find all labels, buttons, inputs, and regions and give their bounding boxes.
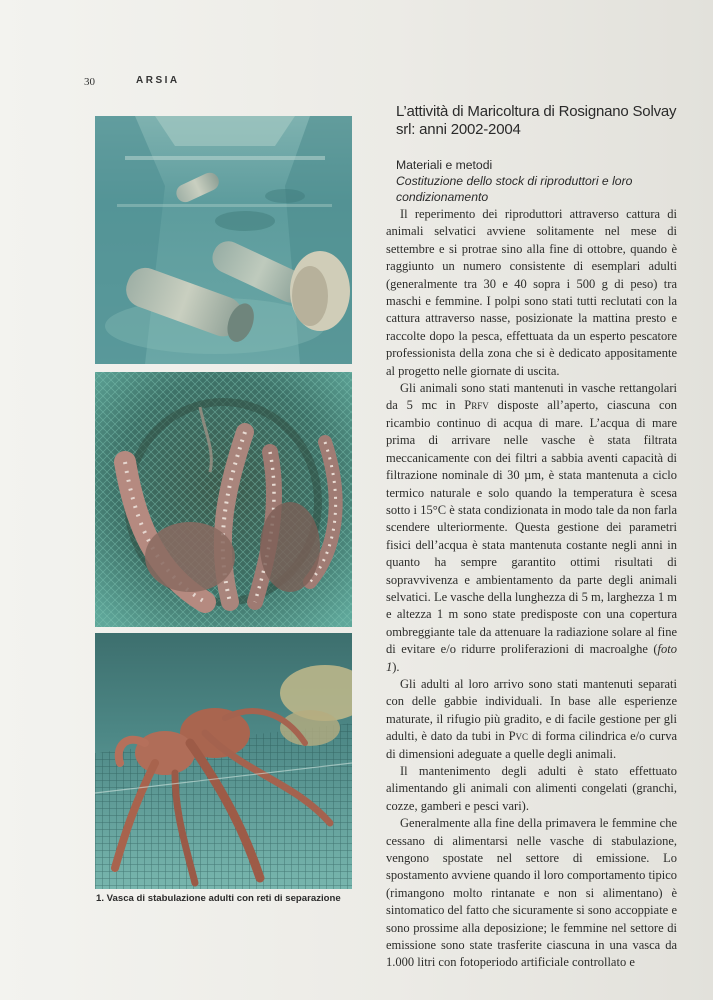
paragraph-2: Gli animali sono stati mantenuti in vasche rettangolari da 5 mc in Prfv disposte all’aperto, ciascuna con ricambio continuo di acqua di mare. L’acqua di mare prima di arrivare nelle vasche è stata filtrata meccanicamente con dei filtri a sabbia aventi capacità di filtrazione nominale di 30 µm, è stata mantenuta a ciclo termico naturale e solo quando la temperatura è scesa sotto i 15°C è stata condizionata in modo tale da non farla scendere ulteriormente. Questa gestione dei parametri fisici dell’acqua è stata mantenuta costante negli anni in quanto ha sempre garantito ottimi risultati di sopravvivenza e ambientamento da parte degli animali selvatici. Le vasche della lunghezza di 5 m, larghezza 1 m e altezza 1 m sono state predisposte con una copertura ombreggiante tale da attenuare la radiazione solare al fine di evitare e/o ridurre proliferazioni di macroalghe (foto 1).	[386, 381, 677, 674]
paragraph-4: Il mantenimento degli adulti è stato effettuato alimentando gli animali con alimenti congelati (granchi, cozze, gamberi e pesci vari).	[386, 764, 677, 813]
running-head: ARSIA	[136, 75, 180, 86]
photo-tank-with-pipes	[95, 116, 352, 364]
photo-octopus-on-net	[95, 633, 352, 889]
article	[372, 103, 677, 972]
body-text	[372, 206, 677, 972]
abbrev-prfv: Prfv	[464, 398, 489, 413]
photo-octopus-in-cage	[95, 372, 352, 627]
article-title: L’attività di Maricoltura di Rosignano Solvay srl: anni 2002-2004	[396, 103, 677, 138]
photo-reference: foto 1	[386, 642, 677, 674]
subsection-heading: Costituzione dello stock di riproduttori e loro condizionamento	[396, 174, 633, 204]
figure-caption: 1. Vasca di stabulazione adulti con reti di separazione	[96, 893, 341, 904]
section-heading: Materiali e metodi	[396, 158, 493, 172]
paragraph-3: Gli adulti al loro arrivo sono stati mantenuti separati con delle gabbie individuali. In base alle esperienze maturate, il rifugio più gradito, e di facile gestione per gli adulti, è dato da tubi in Pvc di forma cilindrica e/o curva di dimensioni adeguate a quelle degli animali.	[386, 676, 677, 761]
paragraph-5: Generalmente alla fine della primavera le femmine che cessano di alimentarsi nelle vasche di stabulazione, vengono spostate nel settore di emissione. Lo spostamento avviene quando il loro comportamento tipico (rimangono molto rintanate e non si alimentano) è sintomatico del fatto che sicuramente si sono accoppiate e sono prossime alla deposizione; le femmine nel settore di emissione sono state trasferite ciascuna in una vasca da 1.000 litri con fotoperiodo artificiale controllato e	[386, 816, 677, 970]
abbrev-pvc: Pvc	[508, 729, 529, 744]
paragraph-1: Il reperimento dei riproduttori attraverso cattura di animali selvatici avviene solitamente nel mese di settembre e si protrae sino alla fine di ottobre, quando è raggiunto un numero consistente di esemplari adulti (generalmente tra 30 e 40 sopra i 500 g di peso) tra maschi e femmine. I polpi sono stati tutti reclutati con la cattura attraverso nasse, posizionate la mattina presto e raccolte dopo la pesca, effettuata da un esperto pescatore professionista della zona che si è dedicato appositamente al progetto nelle giornate di uscita.	[386, 207, 677, 378]
page-number: 30	[84, 76, 95, 88]
